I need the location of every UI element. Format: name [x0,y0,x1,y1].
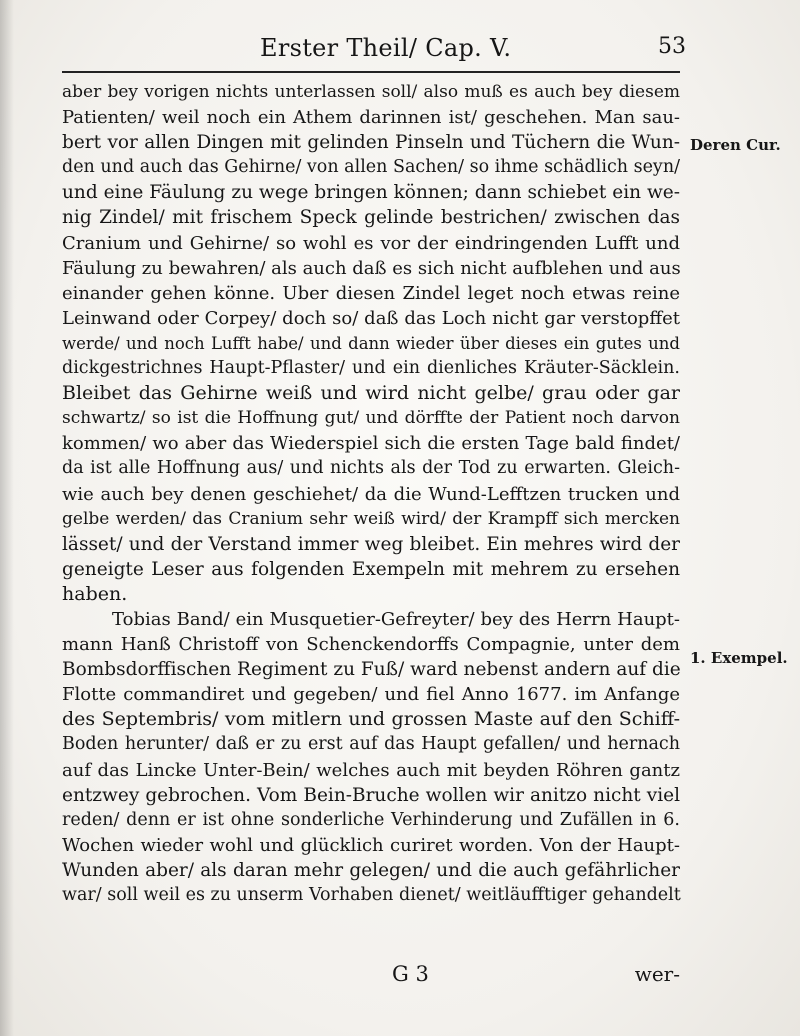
text-line: lässet/ und der Verstand immer weg bleibet. Ein mehres wird der [62,533,680,555]
text-line: Bombsdorffischen Regiment zu Fuß/ ward nebenst andern auf die [62,659,681,681]
text-line: war/ soll weil es zu unserm Vorhaben dienet/ weitläufftiger gehandelt [62,885,681,905]
page-number: 53 [658,34,686,59]
text-line: Fäulung zu bewahren/ als auch daß es sich nicht aufblehen und aus [62,257,681,279]
paragraph-end-line: haben. [62,582,128,605]
text-line: geneigte Leser aus folgenden Exempeln mit mehrem zu ersehen [62,558,680,580]
text-line: Wunden aber/ als daran mehr gelegen/ und die auch gefährlicher [62,859,680,881]
text-line: wie auch bey denen geschiehet/ da die Wund-Lefftzen trucken und [62,483,680,505]
margin-note-cure: Deren Cur. [690,136,781,154]
text-line: Boden herunter/ daß er zu erst auf das Haupt gefallen/ und hernach [62,734,680,755]
text-line: Bleibet das Gehirne weiß und wird nicht gelbe/ grau oder gar [62,382,680,405]
margin-note-example: 1. Exempel. [690,649,788,667]
text-line: den und auch das Gehirne/ von allen Sachen/ so ihme schädlich seyn/ [62,157,680,178]
text-line: aber bey vorigen nichts unterlassen soll/ also muß es auch bey diesem [62,82,680,102]
text-line: dickgestrichnes Haupt-Pflaster/ und ein dienliches Kräuter-Säcklein. [62,358,680,379]
text-line: Wochen wieder wohl und glücklich curiret worden. Von der Haupt- [62,834,680,856]
text-line: gelbe werden/ das Cranium sehr weiß wird/ der Krampff sich mercken [62,508,680,529]
text-line: und eine Fäulung zu wege bringen können; dann schiebet ein we- [62,182,680,204]
text-line: reden/ denn er ist ohne sonderliche Verhinderung und Zufällen in 6. [62,809,680,830]
text-line: mann Hanß Christoff von Schenckendorffs Compagnie, unter dem [62,634,680,656]
page-footer [62,962,680,992]
text-line: da ist alle Hoffnung aus/ und nichts als der Tod zu erwarten. Gleich- [62,458,680,479]
page-header [60,30,686,66]
text-line: Leinwand oder Corpey/ doch so/ daß das Loch nicht gar verstopffet [62,307,680,329]
signature-mark: G 3 [392,962,429,986]
text-line: schwartz/ so ist die Hoffnung gut/ und dörffte der Patient noch darvon [62,408,680,429]
text-line: auf das Lincke Unter-Bein/ welches auch mit beyden Röhren gantz [62,759,680,781]
text-line: Cranium und Gehirne/ so wohl es vor der eindringenden Lufft und [62,232,680,254]
body-text [62,80,680,908]
text-line: nig Zindel/ mit frischem Speck gelinde bestrichen/ zwischen das [62,207,680,229]
text-line: Patienten/ weil noch ein Athem darinnen ist/ geschehen. Man sau- [62,107,680,129]
text-line: einander gehen könne. Uber diesen Zindel leget noch etwas reine [62,282,680,304]
text-line: werde/ und noch Lufft habe/ und dann wieder über dieses ein gutes und [62,333,680,353]
catchword: wer- [634,962,680,986]
page-edge-shadow [0,0,14,1036]
text-line: kommen/ wo aber das Wiederspiel sich die ersten Tage bald findet/ [62,433,680,455]
header-rule [62,71,680,73]
text-line: entzwey gebrochen. Vom Bein-Bruche wollen wir anitzo nicht viel [62,784,680,806]
text-line: bert vor allen Dingen mit gelinden Pinseln und Tüchern die Wun- [62,132,680,154]
text-line: des Septembris/ vom mitlern und grossen Maste auf den Schiff- [62,708,680,731]
running-head: Erster Theil/ Cap. V. [260,34,512,62]
text-line: Flotte commandiret und gegeben/ und fiel Anno 1677. im Anfange [62,684,680,706]
paragraph-start-line: Tobias Band/ ein Musquetier-Gefreyter/ bey des Herrn Haupt- [112,608,680,630]
